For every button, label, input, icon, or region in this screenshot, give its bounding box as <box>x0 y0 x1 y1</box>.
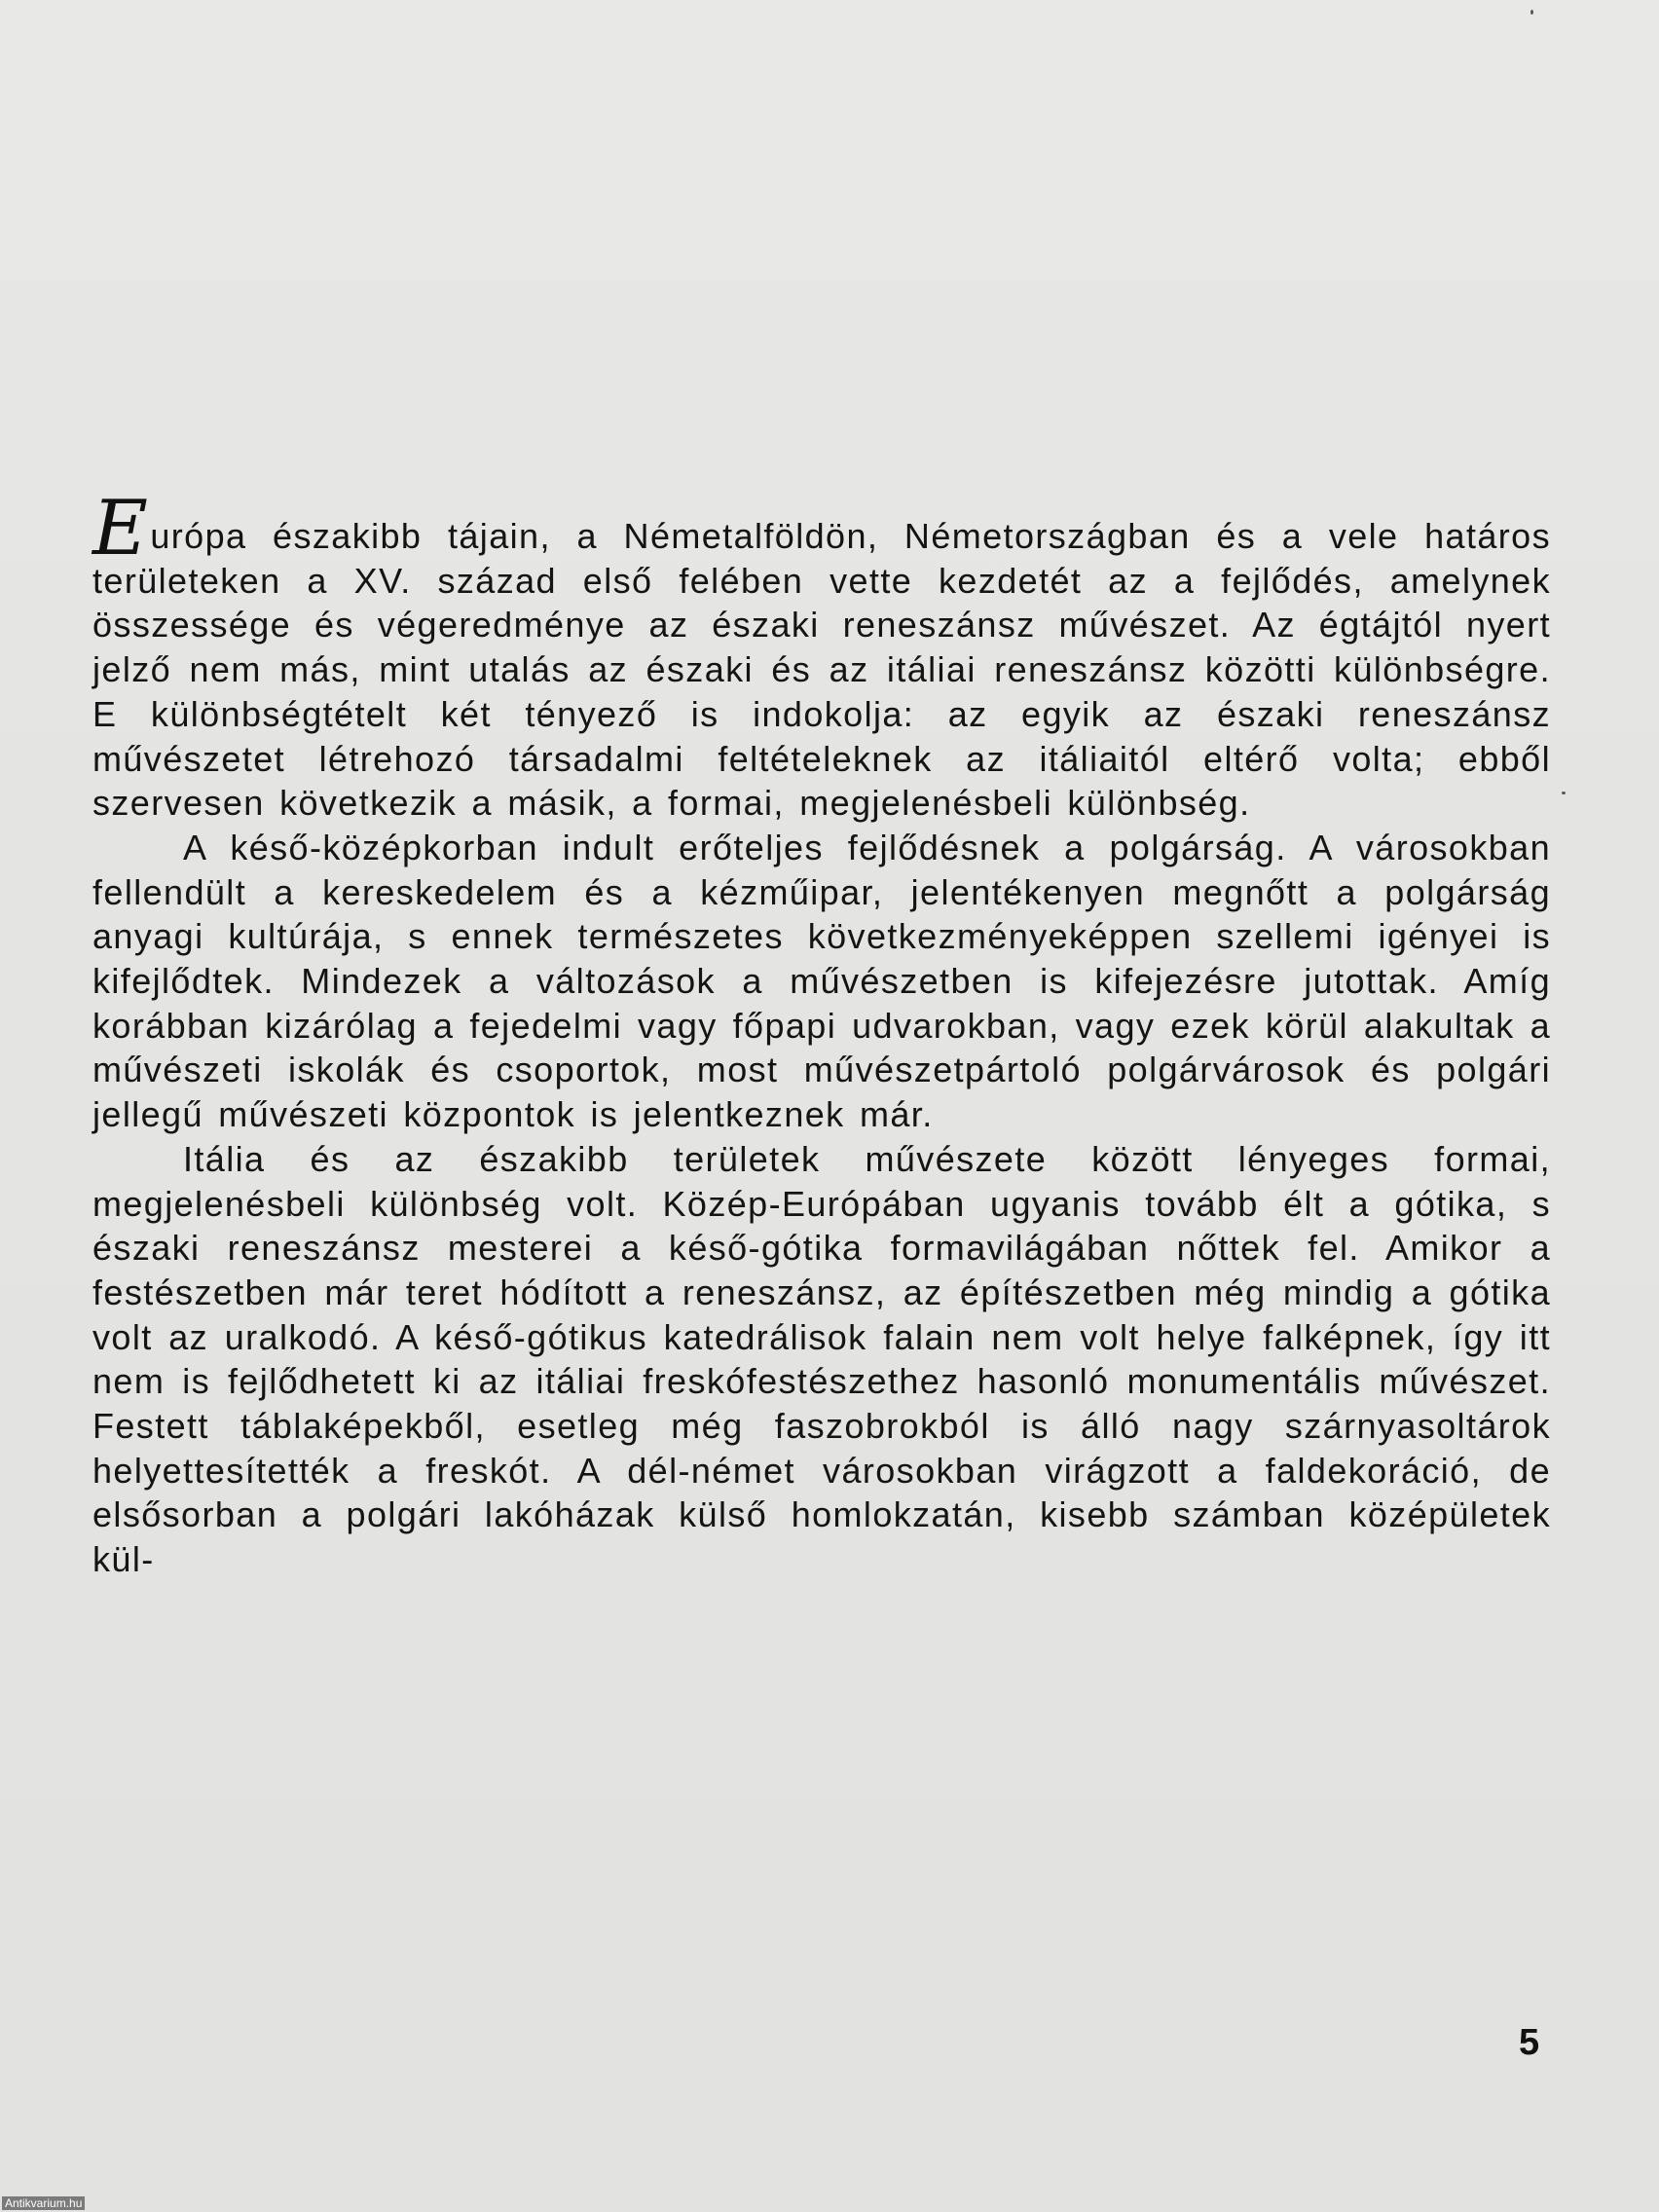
paragraph-1-text: urópa északibb tájain, a Németalföldön, Németországban és a vele határos területeken a XV. század első felében vette kezdetét az a fejlődés, amelynek összessége és végeredménye az északi reneszánsz művészet. Az égtájtól nyert jelző nem más, mint utalás az északi és az itáliai reneszánsz közötti különbségre. E különbségtételt két tényező is indokolja: az egyik az északi reneszánsz művészetet létrehozó társadalmi feltételeknek az itáliaitól eltérő volta; ebből szervesen következik a másik, a formai, megjelenésbeli különbség. <box>92 516 1551 824</box>
paragraph-3: Itália és az északibb területek művészete között lényeges formai, megjelenésbeli különbség volt. Közép-Európában ugyanis tovább élt a gótika, s északi reneszánsz mesterei a késő-gótika formavilágában nőttek fel. Amikor a festészetben már teret hódított a reneszánsz, az építészetben még mindig a gótika volt az uralkodó. A késő-gótikus katedrálisok falain nem volt helye falképnek, így itt nem is fejlődhetett ki az itáliai freskófestészethez hasonló monumentális művészet. Festett táblaképekből, esetleg még faszobrokból is álló nagy szárnyasoltárok helyettesítették a freskót. A dél-német városokban virágzott a faldekoráció, de elsősorban a polgári lakóházak külső homlokzatán, kisebb számban középületek kül- <box>92 1138 1551 1580</box>
body-text <box>92 485 1551 1582</box>
drop-cap: E <box>92 485 150 572</box>
page-number: 5 <box>1519 2022 1540 2063</box>
dust-speck <box>1530 10 1533 15</box>
paragraph-1 <box>92 485 1551 826</box>
dust-speck <box>1562 792 1566 794</box>
paragraph-2: A késő-középkorban indult erőteljes fejlődésnek a polgárság. A városokban fellendült a kereskedelem és a kézműipar, jelentékenyen megnőtt a polgárság anyagi kultúrája, s ennek természetes következményeképpen szellemi igényei is kifejlődtek. Mindezek a változások a művészetben is kifejezésre jutottak. Amíg korábban kizárólag a fejedelmi vagy főpapi udvarokban, vagy ezek körül alakultak a művészeti iskolák és csoportok, most művészetpártoló polgárvárosok és polgári jellegű művészeti központok is jelentkeznek már. <box>92 827 1551 1135</box>
watermark-label: Antikvarium.hu <box>2 2196 85 2210</box>
